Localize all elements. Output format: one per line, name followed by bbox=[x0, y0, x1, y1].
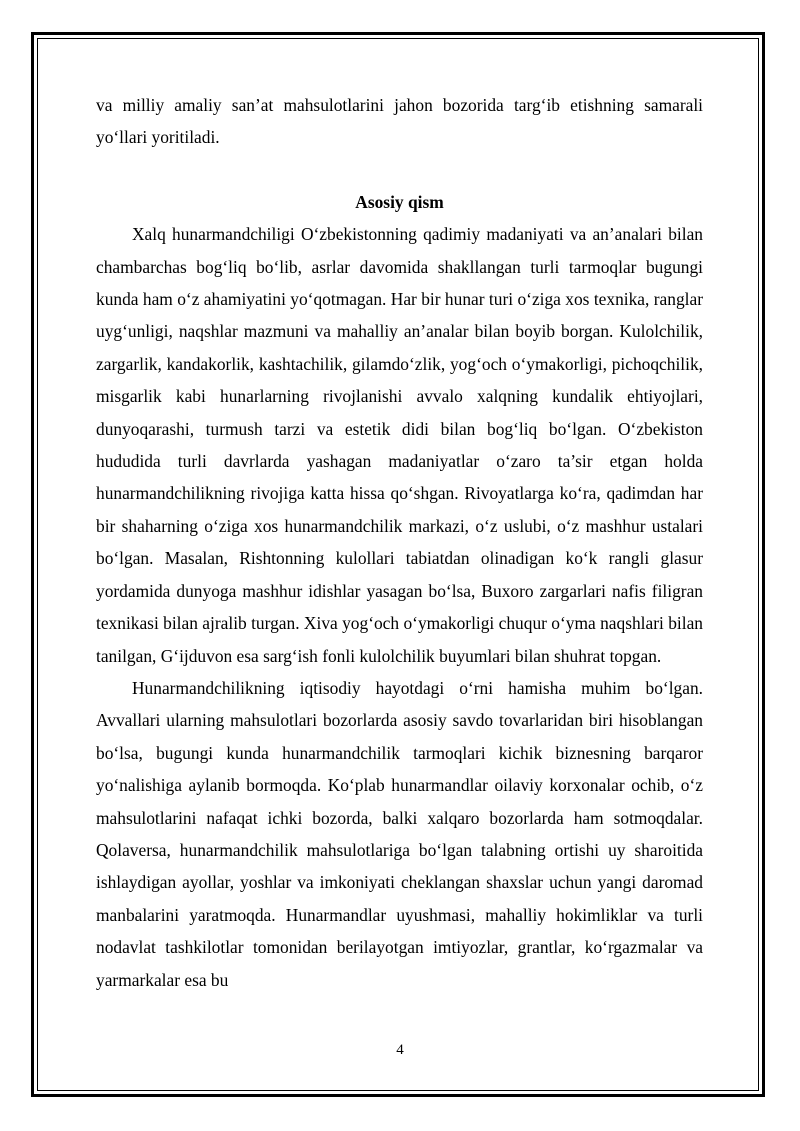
document-body bbox=[96, 89, 703, 996]
page-number: 4 bbox=[396, 1042, 404, 1058]
body-paragraph-2: Hunarmandchilikning iqtisodiy hayotdagi o‘rni hamisha muhim bo‘lgan. Avvallari ularning mahsulotlari bozorlarda asosiy savdo tovarlaridan biri hisoblangan bo‘lsa, bugungi kunda hunarmandchilik tarmoqlari kichik biznesning barqaror yo‘nalishiga aylanib bormoqda. Ko‘plab hunarmandlar oilaviy korxonalar ochib, o‘z mahsulotlarini nafaqat ichki bozorda, balki xalqaro bozorlarda ham sotmoqdalar. Qolaversa, hunarmandchilik mahsulotlariga bo‘lgan talabning ortishi uy sharoitida ishlaydigan ayollar, yoshlar va imkoniyati cheklangan shaxslar uchun yangi daromad manbalarini yaratmoqda. Hunarmandlar uyushmasi, mahalliy hokimliklar va turli nodavlat tashkilotlar tomonidan berilayotgan imtiyozlar, grantlar, ko‘rgazmalar va yarmarkalar esa bu bbox=[96, 677, 703, 990]
section-heading: Asosiy qism bbox=[355, 191, 444, 212]
body-paragraph-1: Xalq hunarmandchiligi O‘zbekistonning qadimiy madaniyati va an’analari bilan chambarchas bog‘liq bo‘lib, asrlar davomida shakllangan turli tarmoqlar bugungi kunda ham o‘z ahamiyatini yo‘qotmagan. Har bir hunar turi o‘ziga xos texnika, ranglar uyg‘unligi, naqshlar mazmuni va mahalliy an’analar bilan boyib borgan. Kulolchilik, zargarlik, kandakorlik, kashtachilik, gilamdo‘zlik, yog‘och o‘ymakorligi, pichoqchilik, misgarlik kabi hunarlarning rivojlanishi avvalo xalqning kundalik ehtiyojlari, dunyoqarashi, turmush tarzi va estetik didi bilan bog‘liq bo‘lgan. O‘zbekiston hududida turli davrlarda yashagan madaniyatlar o‘zaro ta’sir etgan holda hunarmandchilikning rivojiga katta hissa qo‘shgan. Rivoyatlarga ko‘ra, qadimdan har bir shaharning o‘ziga xos hunarmandchilik markazi, o‘z uslubi, o‘z mashhur ustalari bo‘lgan. Masalan, Rishtonning kulollari tabiatdan olinadigan ko‘k rangli glasur yordamida dunyoga mashhur idishlar yasagan bo‘lsa, Buxoro zargarlari nafis filigran texnikasi bilan ajralib turgan. Xiva yog‘och o‘ymakorligi chuqur o‘yma naqshlari bilan tanilgan, G‘ijduvon esa sarg‘ish fonli kulolchilik buyumlari bilan shuhrat topgan. bbox=[96, 224, 703, 666]
continuation-paragraph: va milliy amaliy san’at mahsulotlarini jahon bozorida targ‘ib etishning samarali yo‘llari yoritiladi. bbox=[96, 95, 703, 148]
